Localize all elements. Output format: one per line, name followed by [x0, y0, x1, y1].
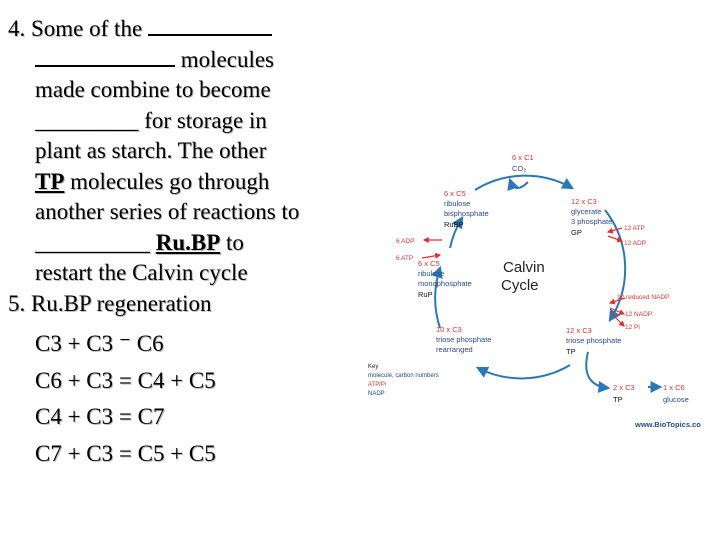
- co2-arrow: [510, 180, 528, 188]
- line-8: [8, 228, 378, 259]
- text-fragment: molecules: [175, 46, 274, 72]
- blank-line: [35, 45, 175, 67]
- label-line: glycerate: [571, 207, 602, 216]
- text-fragment: for storage in: [138, 107, 267, 133]
- label-line: 3 phosphate: [571, 217, 613, 226]
- cycle-arc: [605, 210, 625, 320]
- label-line: ribulose: [418, 269, 445, 278]
- label-line: 2 x C3: [613, 383, 635, 392]
- label-line: 12 x C3: [571, 197, 597, 206]
- rubp-label: [444, 189, 489, 229]
- equation-4: C7 + C3 = C5 + C5: [35, 440, 216, 466]
- label-line: rearranged: [436, 345, 473, 354]
- label-line: 1 x C6: [663, 383, 685, 392]
- adp-label: 12 ADP: [624, 240, 647, 247]
- equation-1: C3 + C3 ⁻ C6: [35, 331, 164, 356]
- rubp-term: Ru.BP: [155, 229, 221, 255]
- slide-text: [8, 14, 378, 472]
- calvin-cycle-diagram: [360, 140, 720, 440]
- tp-label: [566, 326, 621, 356]
- label-line: glucose: [663, 395, 689, 404]
- tp-out-label: [613, 383, 635, 404]
- label-line: RuBP: [444, 220, 464, 229]
- nadp-label: 12 NADP: [625, 311, 653, 318]
- cycle-arc: [475, 176, 572, 190]
- line-10: 5. Ru.BP regeneration: [8, 290, 212, 316]
- text-fragment: to: [220, 229, 244, 255]
- tp-out-arrow: [586, 352, 608, 388]
- label-line: 6 x C5: [418, 259, 440, 268]
- label-line: CO₂: [512, 164, 527, 173]
- text-fragment: 4. Some of the: [8, 16, 143, 41]
- tp-rearranged-label: [436, 325, 491, 354]
- adp6-label: 6 ADP: [396, 238, 415, 245]
- cycle-arc: [478, 365, 570, 378]
- pi-arrow: [610, 312, 624, 326]
- line-1: [8, 14, 378, 45]
- label-line: monophosphate: [418, 279, 472, 288]
- line-5: plant as starch. The other: [35, 138, 267, 163]
- equation-2: C6 + C3 = C4 + C5: [35, 367, 216, 393]
- co2-label: [512, 153, 534, 173]
- text-fragment: __________: [35, 229, 150, 255]
- label-line: NADP: [368, 391, 385, 397]
- label-line: 10 x C3: [436, 325, 462, 334]
- rump-label: [418, 259, 472, 299]
- atp-arrow: [608, 228, 622, 232]
- label-line: TP: [566, 347, 576, 356]
- nadph-label: 12 reduced NADP: [617, 294, 670, 301]
- line-4: [8, 106, 378, 137]
- label-line: 12 x C3: [566, 326, 592, 335]
- text-fragment: _________: [35, 107, 139, 133]
- blank-line: [148, 14, 272, 36]
- label-line: bisphosphate: [444, 209, 489, 218]
- cycle-center-line-1: Calvin: [503, 259, 545, 276]
- line-7: another series of reactions to: [35, 199, 300, 224]
- atp6-label: 6 ATP: [396, 255, 414, 262]
- label-line: Key: [368, 364, 379, 370]
- label-line: GP: [571, 228, 582, 237]
- line-2: [8, 45, 378, 76]
- glucose-label: [663, 383, 689, 404]
- tp-term: TP: [35, 168, 65, 194]
- equation-3: C4 + C3 = C7: [35, 404, 165, 429]
- atp6-arrow: [422, 255, 440, 258]
- label-line: RuP: [418, 290, 433, 299]
- cycle-center-line-2: Cycle: [501, 277, 539, 294]
- line-3: made combine to become: [35, 77, 271, 102]
- label-line: 6 x C5: [444, 189, 466, 198]
- pi-label: 12 Pi: [625, 324, 640, 331]
- line-6: [8, 167, 378, 198]
- label-line: ATP/Pi: [368, 382, 387, 388]
- label-line: molecule, carbon numbers: [368, 373, 439, 379]
- atp-label: 12 ATP: [624, 225, 645, 232]
- gp-label: [571, 197, 612, 237]
- key-legend: [368, 364, 439, 397]
- text-fragment: molecules go through: [64, 168, 270, 194]
- label-line: 6 x C1: [512, 153, 534, 162]
- label-line: ribulose: [444, 199, 471, 208]
- label-line: triose phosphate: [566, 336, 622, 345]
- line-9: restart the Calvin cycle: [35, 260, 248, 285]
- label-line: TP: [613, 395, 623, 404]
- website-label: www.BioTopics.co: [635, 420, 701, 429]
- label-line: triose phosphate: [436, 335, 492, 344]
